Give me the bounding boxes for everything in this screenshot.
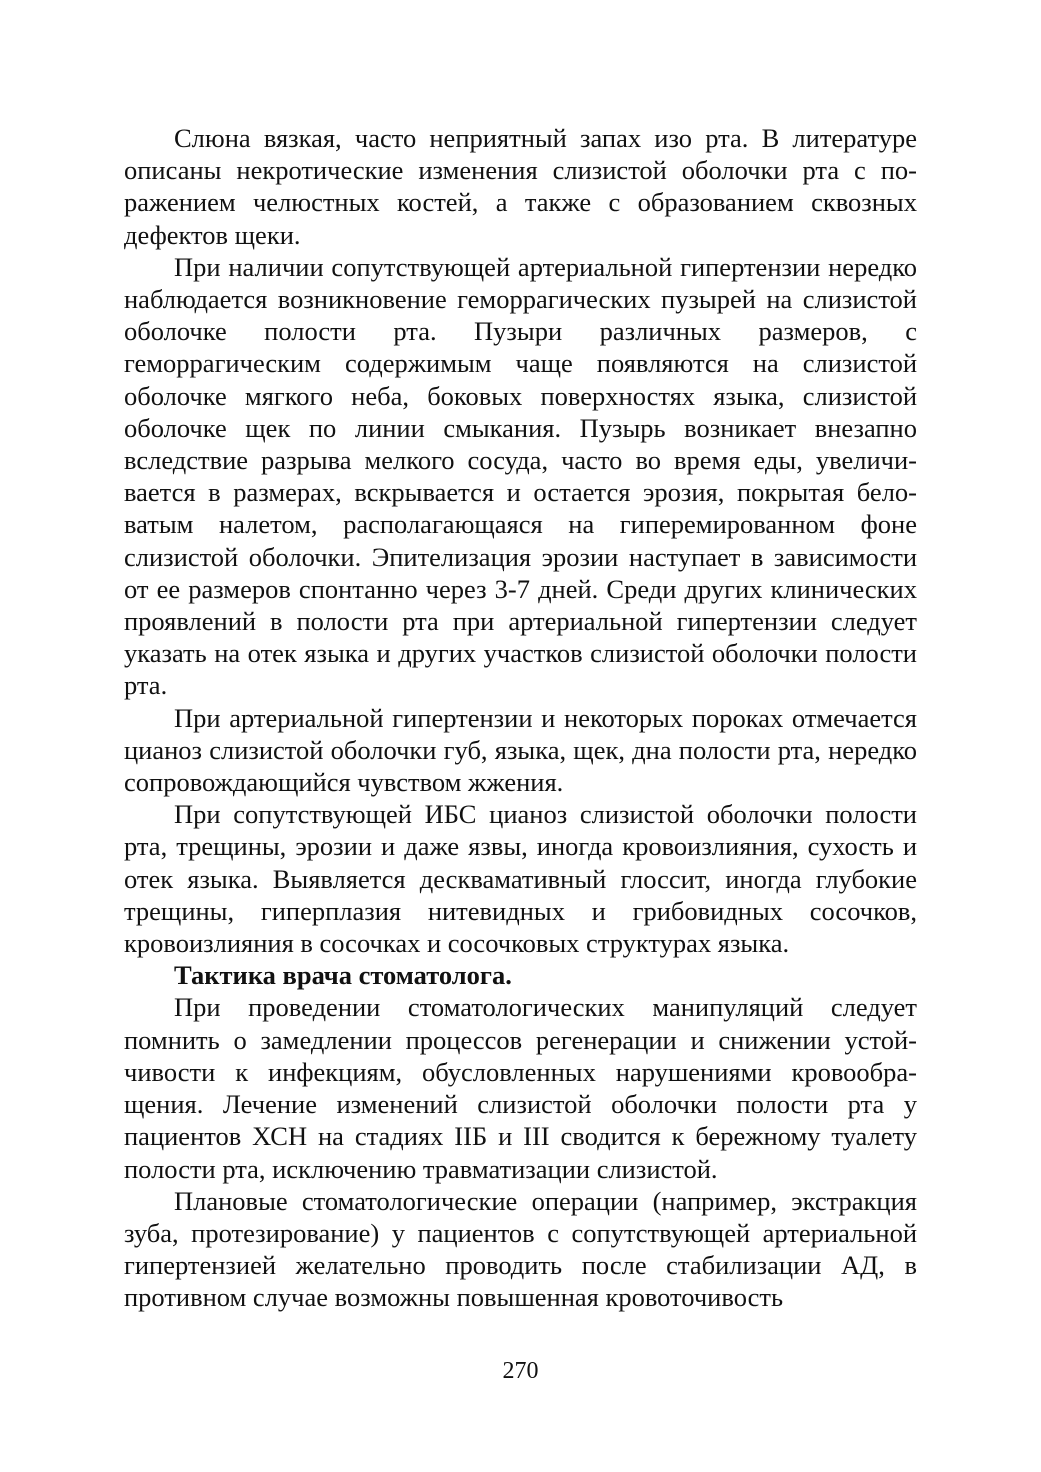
paragraph: При наличии сопутствующей артериальной гипертензии нередко наблюдается возникновение геморрагических пузырей на слизистой оболочке полости рта. Пузыри различных размеров, с геморрагическим содержимым чаще появляются на слизистой оболочке мягкого неба, боковых поверхностях языка, слизистой оболочке щек по линии смыкания. Пузырь возникает внезапно вследствие разрыва мелкого сосуда, часто во время еды, увеличивается в размерах, вскрывается и остается эрозия, покрытая беловатым налетом, располагающаяся на гиперемированном фоне слизистой оболочки. Эпителизация эрозии наступает в зависимости от ее размеров спонтанно через 3-7 дней. Среди других клинических проявлений в полости рта при артериальной гипертензии следует указать на отек языка и других участков слизистой оболочки полости рта. (124, 251, 917, 701)
paragraph: При сопутствующей ИБС цианоз слизистой оболочки полости рта, трещины, эрозии и даже язвы, иногда кровоизлияния, сухость и отек языка. Выявляется десквамативный глоссит, иногда глубокие трещины, гиперплазия нитевидных и грибовидных сосочков, кровоизлияния в сосочках и сосочковых структурах языка. (124, 799, 917, 959)
paragraph: Плановые стоматологические операции (например, экстракция зуба, протезирование) у пациентов с сопутствующей артериальной гипертензией желательно проводить после стабилизации АД, в противном случае возможны повышенная кровоточивость (124, 1185, 917, 1313)
section-heading: Тактика врача стоматолога. (174, 960, 512, 991)
paragraph: При проведении стоматологических манипуляций следует помнить о замедлении процессов регенерации и снижении устойчивости к инфекциям, обусловленных нарушениями кровообращения. Лечение изменений слизистой оболочки полости рта у пациентов ХСН на стадиях IIБ и III сводится к бережному туалету полости рта, исключению травматизации слизистой. (124, 992, 917, 1184)
page-body (124, 122, 917, 1314)
page-number: 270 (502, 1358, 539, 1384)
paragraph: Слюна вязкая, часто неприятный запах изо рта. В литературе описаны некротические изменения слизистой оболочки рта с поражением челюстных костей, а также с образованием сквозных дефектов щеки. (124, 123, 917, 250)
paragraph: При артериальной гипертензии и некоторых пороках отмечается цианоз слизистой оболочки губ, языка, щек, дна полости рта, нередко сопровождающийся чувством жжения. (124, 702, 917, 798)
